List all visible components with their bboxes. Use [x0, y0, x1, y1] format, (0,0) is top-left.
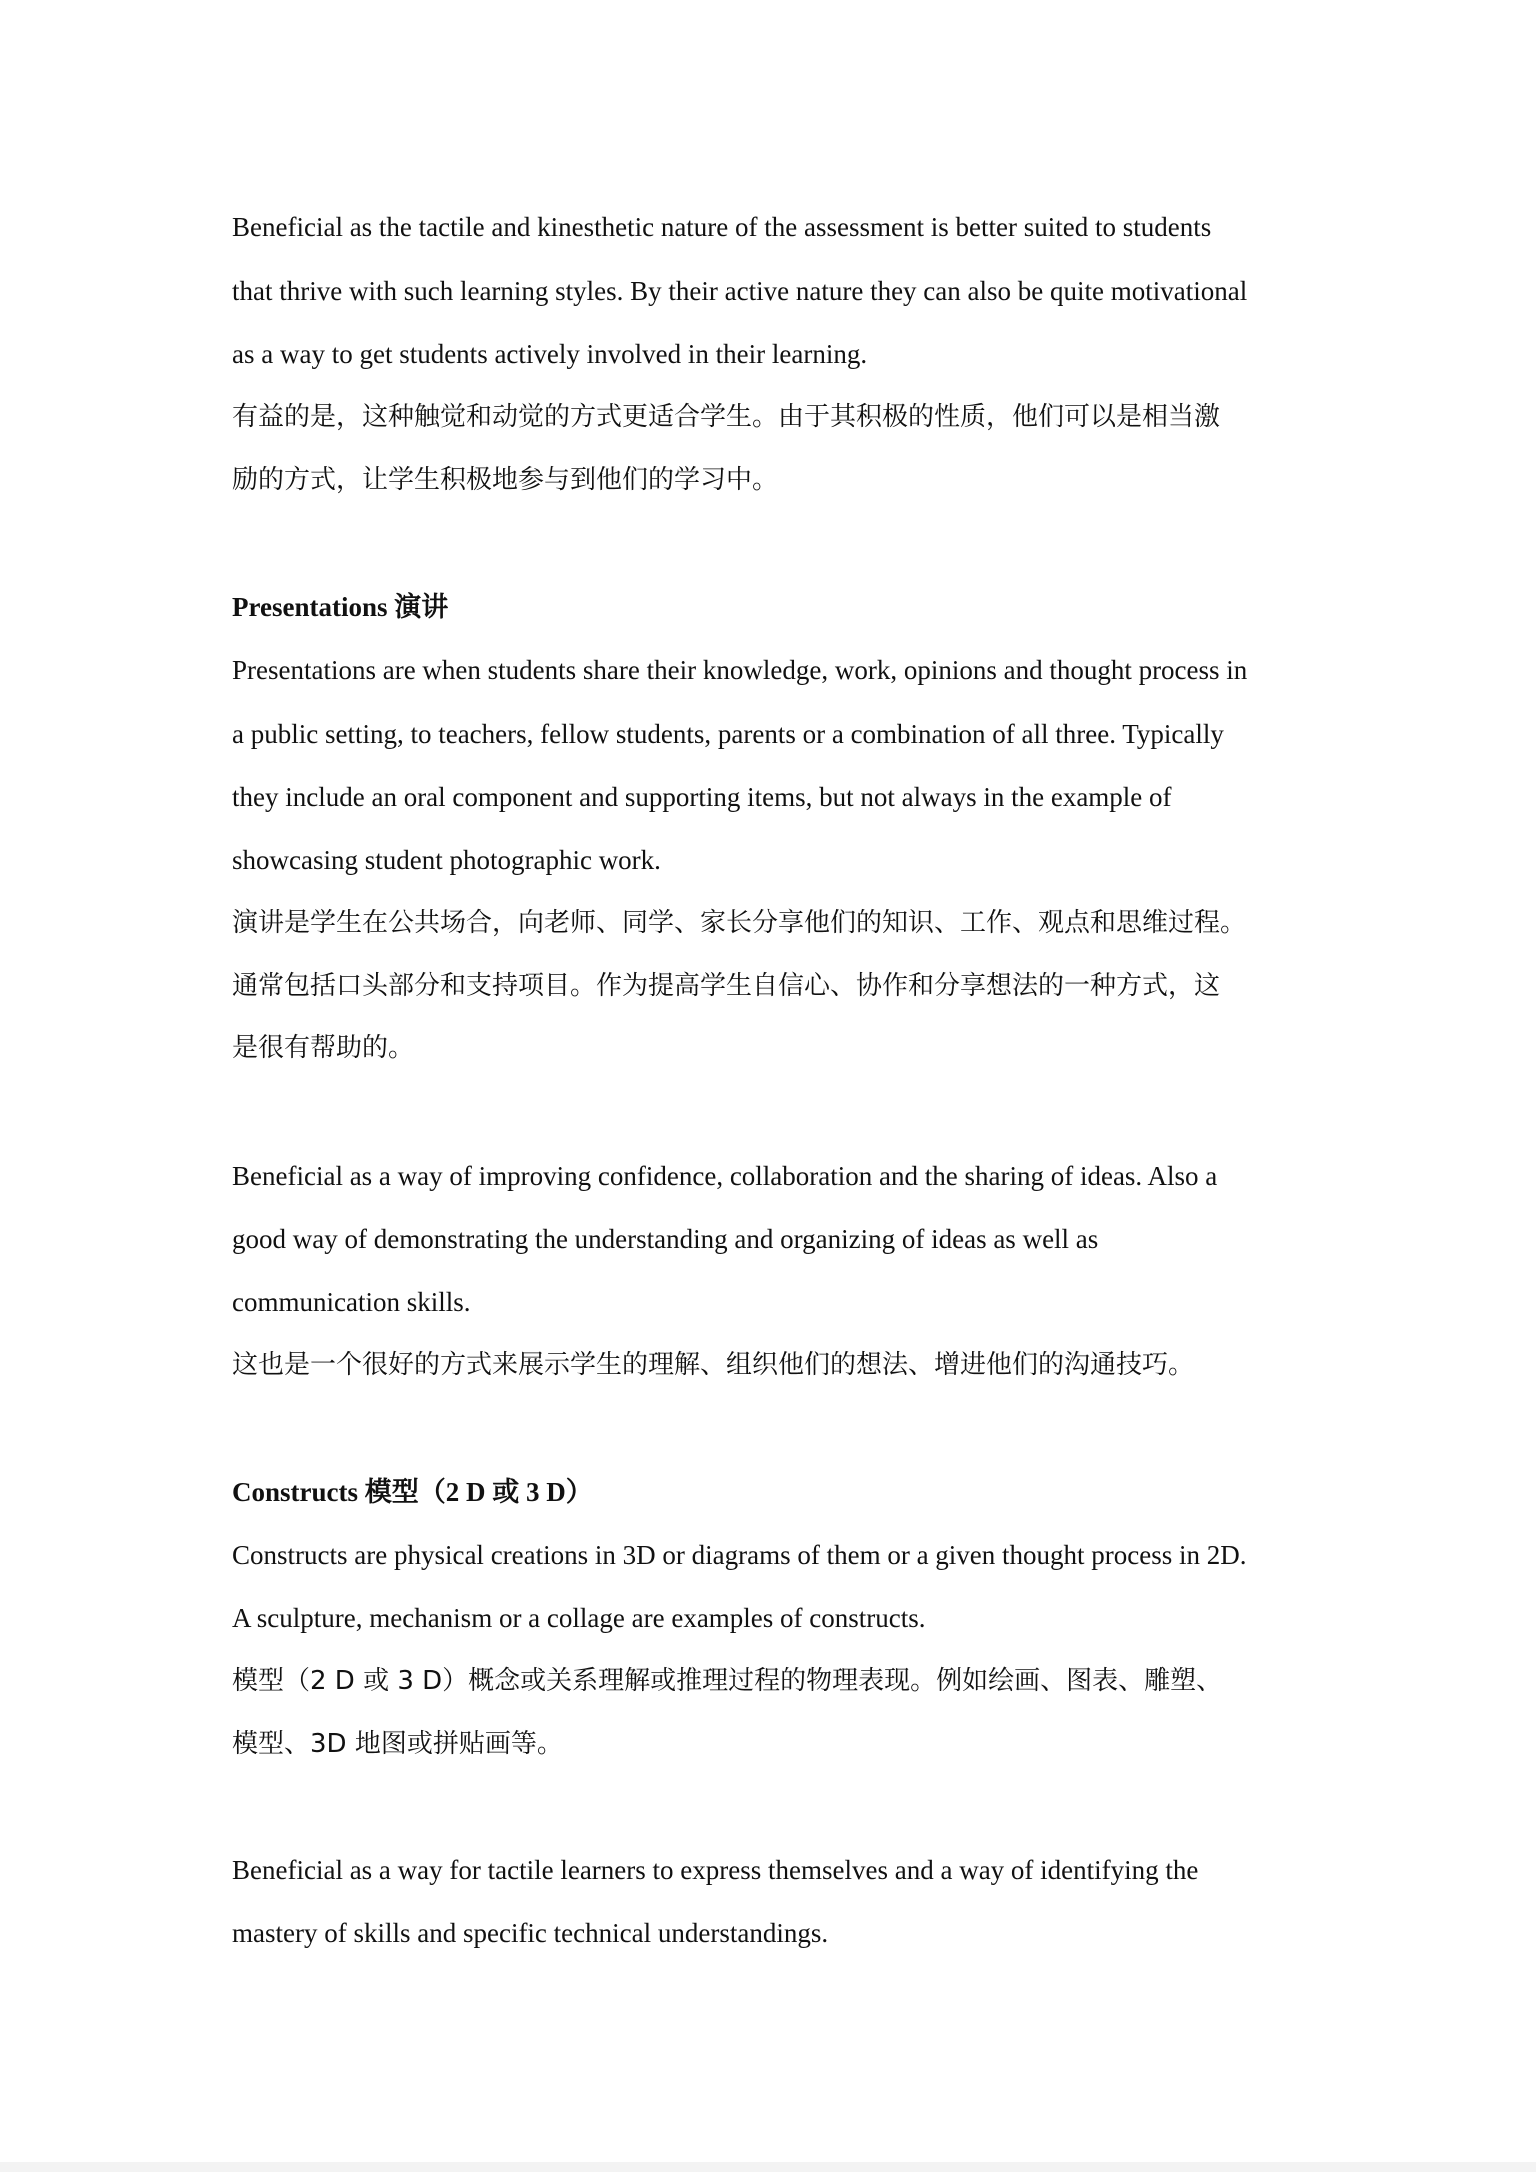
- constructs-benefit-en-line-1: Beneficial as a way for tactile learners to express themselves and a way of identifying the: [232, 1855, 1199, 1885]
- intro-en-line-3: as a way to get students actively involved in their learning.: [232, 339, 868, 369]
- presentations-heading: Presentations 演讲: [232, 592, 449, 622]
- page-bottom-edge: [0, 2162, 1536, 2172]
- presentations-desc-en-line-1: Presentations are when students share their knowledge, work, opinions and thought process in: [232, 655, 1248, 685]
- presentations-desc-zh-line-1: 演讲是学生在公共场合，向老师、同学、家长分享他们的知识、工作、观点和思维过程。: [232, 908, 1247, 938]
- intro-en-line-1: Beneficial as the tactile and kinesthetic nature of the assessment is better suited to students: [232, 212, 1212, 242]
- presentations-benefit-en-line-2: good way of demonstrating the understanding and organizing of ideas as well as: [232, 1224, 1099, 1254]
- constructs-desc-en-line-2: A sculpture, mechanism or a collage are examples of constructs.: [232, 1603, 926, 1633]
- constructs-desc-zh-line-2: 模型、3D 地图或拼贴画等。: [232, 1729, 563, 1759]
- constructs-desc-en-line-1: Constructs are physical creations in 3D or diagrams of them or a given thought process in 2D.: [232, 1540, 1247, 1570]
- presentations-desc-en-line-4: showcasing student photographic work.: [232, 845, 661, 875]
- presentations-desc-zh-line-2: 通常包括口头部分和支持项目。作为提高学生自信心、协作和分享想法的一种方式，这: [232, 971, 1221, 1001]
- presentations-benefit-en-line-3: communication skills.: [232, 1287, 471, 1317]
- presentations-desc-en-line-2: a public setting, to teachers, fellow students, parents or a combination of all three. Typically: [232, 719, 1224, 749]
- presentations-desc-en-line-3: they include an oral component and supporting items, but not always in the example of: [232, 782, 1172, 812]
- constructs-desc-zh-line-1: 模型（2 D 或 3 D）概念或关系理解或推理过程的物理表现。例如绘画、图表、雕塑、: [232, 1666, 1223, 1696]
- intro-zh-line-2: 励的方式，让学生积极地参与到他们的学习中。: [232, 465, 779, 495]
- intro-zh-line-1: 有益的是，这种触觉和动觉的方式更适合学生。由于其积极的性质，他们可以是相当激: [232, 402, 1221, 432]
- intro-en-line-2: that thrive with such learning styles. By their active nature they can also be quite motivational: [232, 276, 1248, 306]
- presentations-desc-zh-line-3: 是很有帮助的。: [232, 1033, 415, 1063]
- constructs-benefit-en-line-2: mastery of skills and specific technical understandings.: [232, 1918, 829, 1948]
- presentations-benefit-en-line-1: Beneficial as a way of improving confidence, collaboration and the sharing of ideas. Also a: [232, 1161, 1218, 1191]
- presentations-benefit-zh-line-1: 这也是一个很好的方式来展示学生的理解、组织他们的想法、增进他们的沟通技巧。: [232, 1350, 1195, 1380]
- constructs-heading: Constructs 模型（2 D 或 3 D）: [232, 1477, 593, 1507]
